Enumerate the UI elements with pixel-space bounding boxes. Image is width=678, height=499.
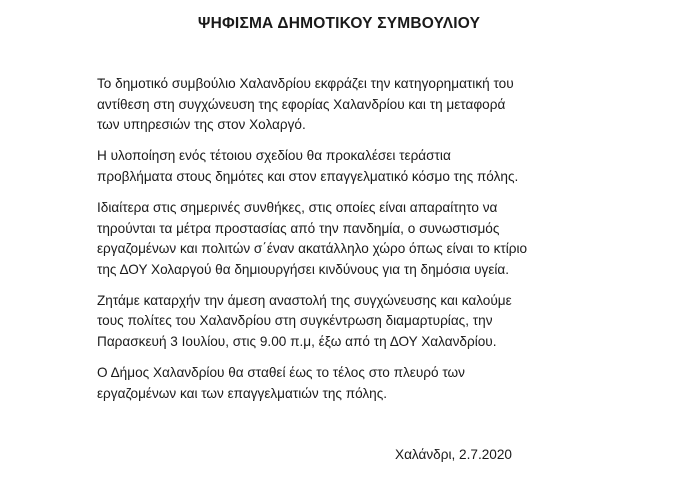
paragraph-line: της ΔΟΥ Χολαργού θα δημιουργήσει κινδύνους για τη δημόσια υγεία. (97, 261, 510, 277)
paragraph-5 (97, 363, 597, 404)
paragraph-line: των υπηρεσιών της στον Χολαργό. (97, 117, 306, 133)
paragraph-line: αντίθεση στη συγχώνευση της εφορίας Χαλανδρίου και τη μεταφορά (97, 96, 506, 112)
paragraph-line: τους πολίτες του Χαλανδρίου στη συγκέντρωση διαμαρτυρίας, την (97, 313, 493, 329)
paragraph-4 (97, 291, 597, 353)
paragraph-3 (97, 198, 597, 280)
paragraph-line: Ο Δήμος Χαλανδρίου θα σταθεί έως το τέλος στο πλευρό των (97, 365, 465, 381)
paragraph-line: Ζητάμε καταρχήν την άμεση αναστολή της συγχώνευσης και καλούμε (97, 292, 512, 308)
paragraph-2 (97, 146, 597, 187)
paragraph-line: Παρασκευή 3 Ιουλίου, στις 9.00 π.μ, έξω από τη ΔΟΥ Χαλανδρίου. (97, 334, 497, 350)
paragraph-line: Η υλοποίηση ενός τέτοιου σχεδίου θα προκαλέσει τεράστια (97, 148, 451, 164)
paragraph-line: τηρούνται τα μέτρα προστασίας από την πανδημία, ο συνωστισμός (97, 220, 500, 236)
paragraph-1 (97, 74, 597, 136)
paragraph-line: εργαζομένων και των επαγγελματιών της πόλης. (97, 385, 388, 401)
document-body (97, 74, 597, 415)
paragraph-line: Το δημοτικό συμβούλιο Χαλανδρίου εκφράζει την κατηγορηματική του (97, 76, 514, 91)
paragraph-line: προβλήματα στους δημότες και στον επαγγελματικό κόσμο της πόλης. (97, 168, 519, 184)
document-title: ΨΗΦΙΣΜΑ ΔΗΜΟΤΙΚΟΥ ΣΥΜΒΟΥΛΙΟΥ (197, 15, 481, 32)
place-date-signature: Χαλάνδρι, 2.7.2020 (395, 447, 512, 462)
paragraph-line: Ιδιαίτερα στις σημερινές συνθήκες, στις οποίες είναι απαραίτητο να (97, 199, 498, 215)
paragraph-line: εργαζομένων και πολιτών σ΄έναν ακατάλληλο χώρο όπως είναι το κτίριο (97, 241, 528, 257)
